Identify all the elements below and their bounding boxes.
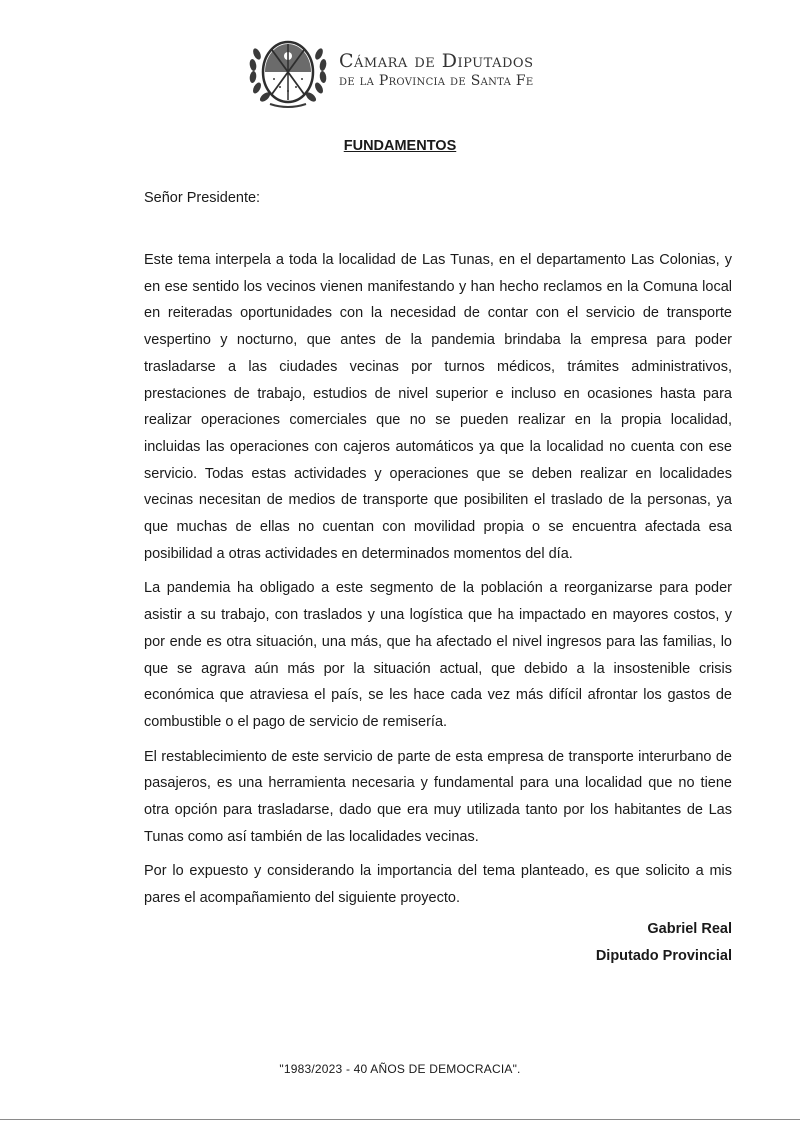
document-heading: FUNDAMENTOS	[343, 138, 457, 154]
signer-name: Gabriel Real	[647, 921, 732, 937]
institution-name: Cámara de Diputados	[339, 50, 534, 72]
body-paragraph: Por lo expuesto y considerando la importancia del tema planteado, es que solicito a mis pares el acompañamiento del siguiente proyecto.	[144, 863, 732, 907]
footer-divider	[0, 1119, 800, 1120]
letterhead	[246, 34, 606, 110]
provincial-seal-icon	[246, 34, 330, 110]
salutation: Señor Presidente:	[144, 190, 261, 206]
institution-subtitle: de la Provincia de Santa Fe	[339, 73, 534, 89]
footer-motto: "1983/2023 - 40 AÑOS DE DEMOCRACIA".	[279, 1062, 521, 1076]
signature-block	[596, 916, 732, 970]
body-paragraph: La pandemia ha obligado a este segmento de la población a reorganizarse para poder asistir a su trabajo, con traslados y una logística que ha impactado en mayores costos, y por ende es otra situación, una más, que ha afectado el nivel ingresos para las familias, lo que se agrava aún más por la situación actual, que debido a la insostenible crisis económica que atraviesa el país, se les hace cada vez más difícil afrontar los gastos de combustible o el pago de servicio de remisería.	[144, 580, 732, 730]
document-body	[144, 247, 732, 920]
institution-block	[339, 50, 534, 90]
body-paragraph: El restablecimiento de este servicio de parte de esta empresa de transporte interurbano de pasajeros, es una herramienta necesaria y fundamental para una localidad que no tiene otra opción para trasladarse, dado que era muy utilizada tanto por los habitantes de Las Tunas como así también de las localidades vecinas.	[144, 748, 732, 845]
signer-title: Diputado Provincial	[595, 948, 732, 964]
body-paragraph: Este tema interpela a toda la localidad de Las Tunas, en el departamento Las Colonias, y en ese sentido los vecinos vienen manifestando y han hecho reclamos en la Comuna local en reiteradas oportunidades con la necesidad de contar con el servicio de transporte vespertino y nocturno, que antes de la pandemia brindaba la empresa para poder trasladarse a las ciudades vecinas por turnos médicos, trámites administrativos, prestaciones de trabajo, estudios de nivel superior e incluso en ocasiones hasta para realizar operaciones comerciales que no se pueden realizar en la propia localidad, incluidas las operaciones con cajeros automáticos ya que la localidad no cuenta con ese servicio. Todas estas actividades y operaciones que se deben realizar en localidades vecinas necesitan de medios de transporte que posibiliten el traslado de la personas, ya que muchas de ellas no cuentan con movilidad propia o se encuentra afectada esa posibilidad a otras actividades en determinados momentos del día.	[144, 252, 732, 562]
